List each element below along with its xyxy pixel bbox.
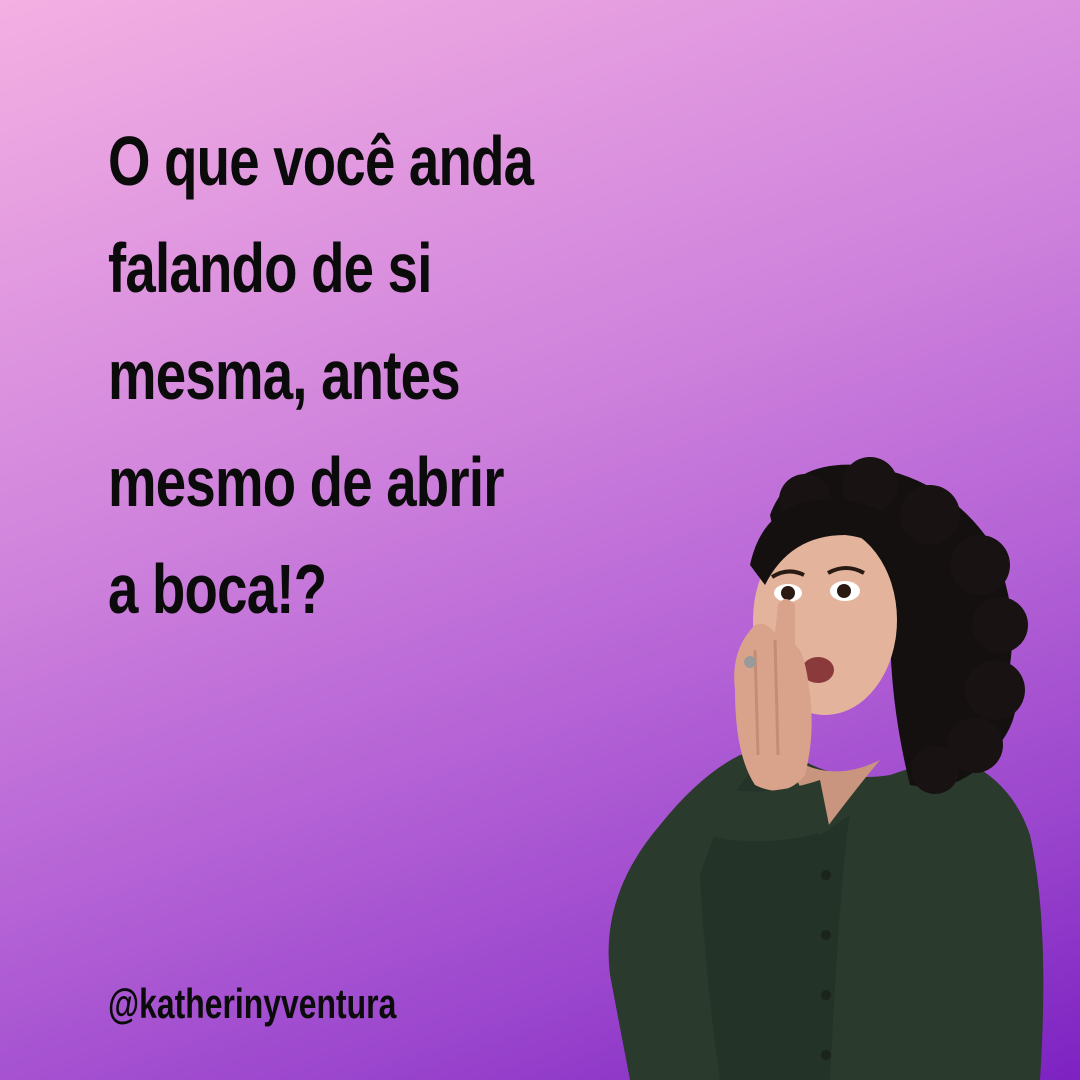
headline-line-4: mesmo de abrir [108, 443, 504, 521]
person-illustration [590, 455, 1080, 1080]
headline-line-5: a boca!? [108, 550, 327, 628]
instagram-handle: @katherinyventura [108, 980, 397, 1027]
headline-line-1: O que você anda [108, 122, 534, 200]
headline-line-2: falando de si [108, 229, 432, 307]
person-photo [590, 455, 1080, 1080]
headline-line-3: mesma, antes [108, 336, 460, 414]
headline [108, 108, 576, 643]
